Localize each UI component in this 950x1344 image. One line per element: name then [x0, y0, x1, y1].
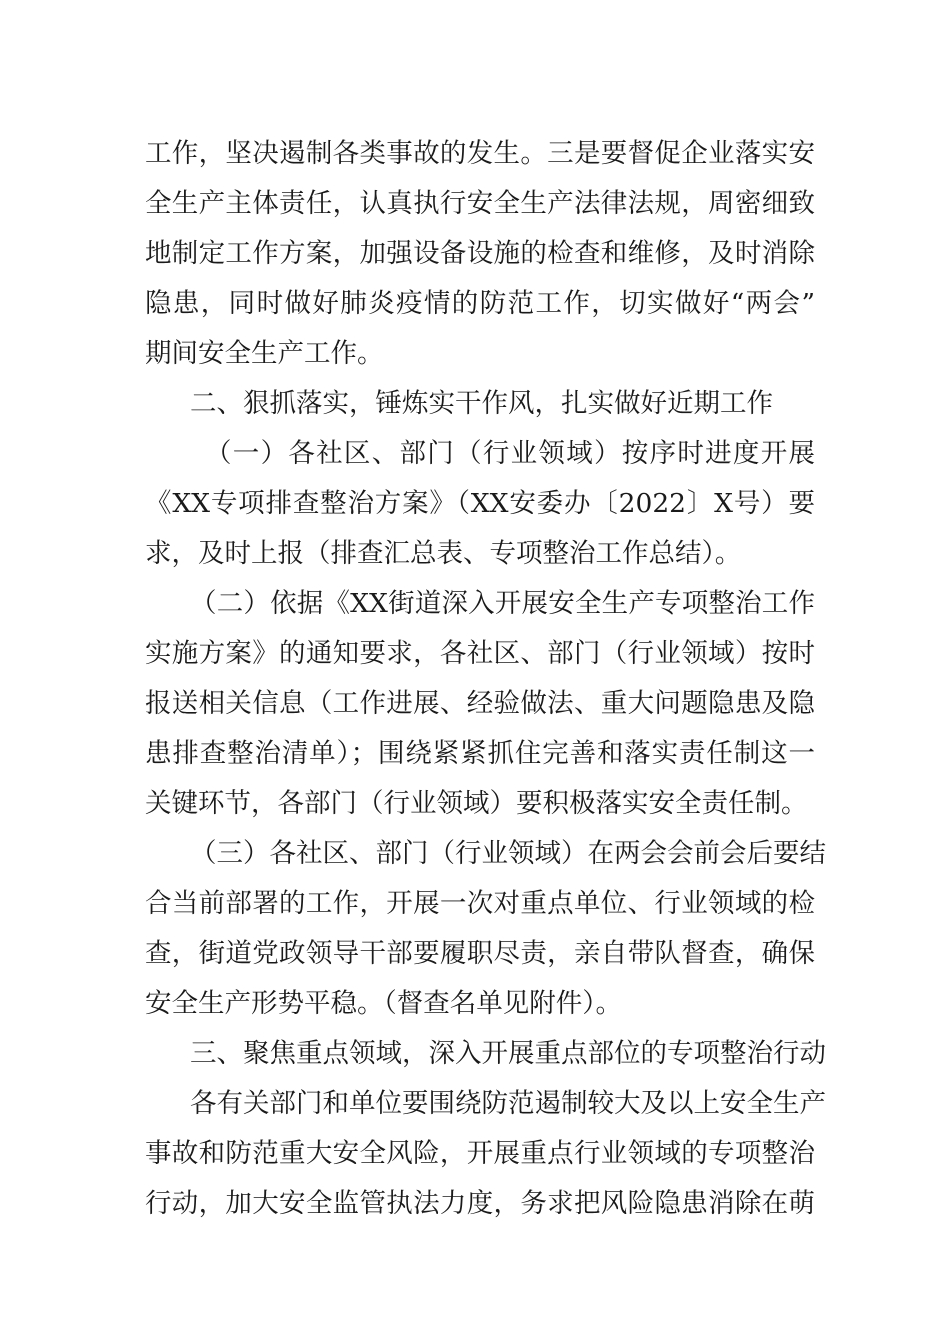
- body-text-line: 行动，加大安全监管执法力度，务求把风险隐患消除在萌: [145, 1188, 815, 1219]
- body-text-line: 实施方案》的通知要求，各社区、部门（行业领域）按时: [145, 638, 815, 669]
- body-text-line: 期间安全生产工作。: [145, 338, 384, 369]
- body-text-line: 患排查整治清单）；围绕紧紧抓住完善和落实责任制这一: [145, 738, 815, 769]
- body-text-line: 地制定工作方案，加强设备设施的检查和维修，及时消除: [145, 238, 815, 269]
- body-text-line: 隐患，同时做好肺炎疫情的防范工作，切实做好“两会”: [145, 288, 815, 319]
- paragraph-first-line: 各有关部门和单位要围绕防范遏制较大及以上安全生产: [190, 1088, 826, 1119]
- body-text-line: 工作，坚决遏制各类事故的发生。三是要督促企业落实安: [145, 138, 815, 169]
- body-text-line: 全生产主体责任，认真执行安全生产法律法规，周密细致: [145, 188, 815, 219]
- body-text-line: 查，街道党政领导干部要履职尽责，亲自带队督查，确保: [145, 938, 815, 969]
- body-text-line: 报送相关信息（工作进展、经验做法、重大问题隐患及隐: [145, 688, 815, 719]
- body-text-line: 合当前部署的工作，开展一次对重点单位、行业领域的检: [145, 888, 815, 919]
- item-2-first-line: （二）依据《XX街道深入开展安全生产专项整治工作: [190, 588, 815, 619]
- section-heading-3: 三、聚焦重点领域，深入开展重点部位的专项整治行动: [190, 1038, 826, 1069]
- body-text-line: 安全生产形势平稳。（督查名单见附件）。: [145, 988, 622, 1019]
- body-text-line: 事故和防范重大安全风险，开展重点行业领域的专项整治: [145, 1138, 815, 1169]
- item-3-first-line: （三）各社区、部门（行业领域）在两会会前会后要结: [190, 838, 826, 869]
- body-text-line: 求，及时上报（排查汇总表、专项整治工作总结）。: [145, 538, 742, 569]
- item-1-first-line: （一）各社区、部门（行业领域）按序时进度开展: [205, 438, 815, 469]
- body-text-line: 关键环节，各部门（行业领域）要积极落实安全责任制。: [145, 788, 808, 819]
- section-heading-2: 二、狠抓落实，锤炼实干作风，扎实做好近期工作: [190, 388, 773, 419]
- body-text-line: 《XX专项排查整治方案》（XX安委办〔2022〕X号）要: [145, 488, 815, 519]
